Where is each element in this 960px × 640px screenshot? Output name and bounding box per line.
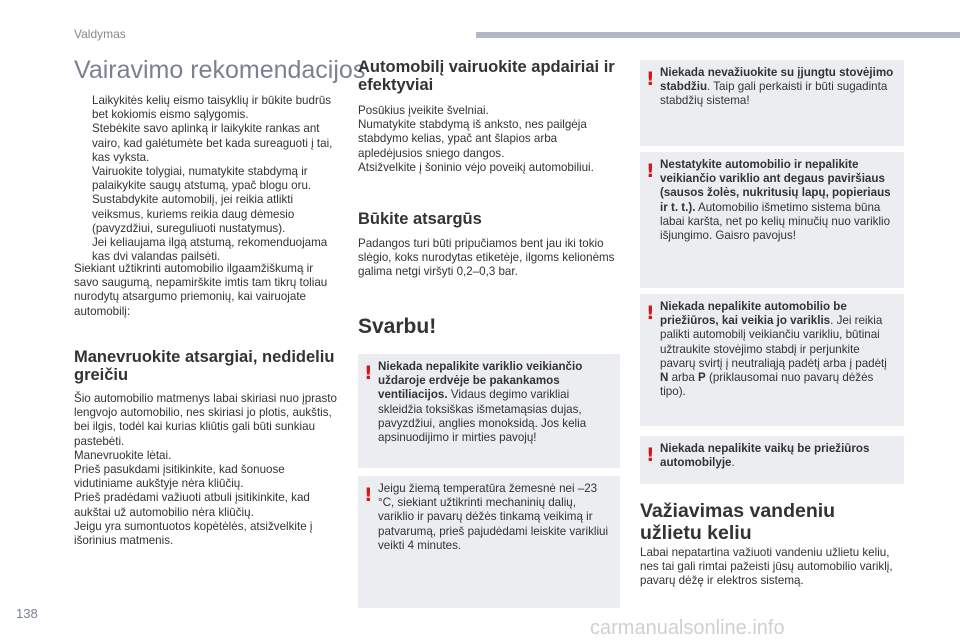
intro-paragraph: Siekiant užtikrinti automobilio ilgaamžiškumą ir savo saugumą, nepamirškite imtis tam tikrų toliau nurodytų atsargumo priemonių, kai vairuojate automobilį: [74,262,328,318]
maneuver-line: Manevruokite lėtai. [74,448,172,462]
header-bar [476,32,960,38]
driving-paragraph [358,104,620,175]
warning-text [378,360,610,445]
warning-rest: Vidaus degimo varikliai skleidžia toksiškas išmetamąsias dujas, pavyzdžiui, anglies monoksidą. Jos kelia apsinuodijimo ir mirties pavojų! [378,388,587,445]
warning-icon: ! [646,68,655,90]
maneuver-line: Prieš pradėdami važiuoti atbuli įsitikinkite, kad aukštai už automobilio nėra kliūčių. [74,491,310,519]
driving-line: Atsižvelkite į šoninio vėjo poveikį automobiliui. [358,160,594,174]
driving-line: Numatykite stabdymą iš anksto, nes pailgėja stabdymo kelias, ypač ant šlapios arba apledėjusios sniego dangos. [358,118,587,160]
warning-rest: . [731,456,735,470]
maneuver-line: Jeigu yra sumontuotos kopėtėlės, atsižvelkite į išorinius matmenis. [74,519,313,548]
list-item-text: Sustabdykite automobilį, jei reikia atlikti veiksmus, kuriems reikia daug dėmesio (pavyzdžiui, sureguliuoti nustatymus). [92,193,295,235]
gear-p: P [698,371,706,385]
gear-n: N [660,371,669,385]
heading-maneuver: Manevruokite atsargiai, nedideliu greičiu [74,348,335,384]
section-label: Valdymas [74,27,126,41]
heading-careful: Būkite atsargūs [358,210,482,228]
warning-box-flammable [640,152,904,288]
warning-rest: (priklausomai nuo pavarų dėžės tipo). [660,371,874,399]
page-title: Vairavimo rekomendacijos [74,56,366,84]
maneuver-line: Šio automobilio matmenys labai skiriasi nuo įprasto lengvojo automobilio, nes skiriasi jo plotis, aukštis, bei ilgis, todėl kai kurias kliūtis gali būti sunkiau pastebėti. [74,392,337,448]
warning-text: Jeigu žiemą temperatūra žemesnė nei –23 °C, siekiant užtikrinti mechaninių dalių, variklio ir pavarų dėžės tinkamą veikimą ir patvarumą, prieš pajudėdami leiskite varikliui veikti 4 minutes. [378,482,609,552]
list-item [74,94,340,122]
warning-box-ventilation [358,354,620,468]
list-item [74,236,340,264]
watermark: carmanualsonline.info [590,617,785,639]
warning-bold: Niekada nepalikite automobilio be priežiūros, kai veikia jo variklis [660,300,847,328]
warning-bold: Nestatykite automobilio ir nepalikite veikiančio variklio ant degaus paviršiaus (sausos žolės, nukritusių lapų, popieriaus ir t. t.). [660,158,891,214]
driving-line: Posūkius įveikite švelniai. [358,104,489,117]
warning-text [660,300,894,399]
list-item-text: Jei keliaujama ilgą atstumą, rekomenduojama kas dvi valandas pailsėti. [92,236,328,264]
list-item-text: Laikykitės kelių eismo taisyklių ir būkite budrūs bet kokiomis eismo sąlygomis. [92,94,332,122]
heading-flooded-road: Važiavimas vandeniu užlietu keliu [640,500,836,544]
heading-important: Svarbu! [358,315,437,338]
warning-bold: Niekada nepalikite variklio veikiančio uždaroje erdvėje be pakankamos ventiliacijos. [378,360,583,402]
warning-text [660,158,894,243]
warning-icon: ! [646,444,655,466]
heading-driving: Automobilį vairuokite apdairiai ir efektyviai [358,58,615,94]
recommendation-list [74,94,340,264]
flooded-road-paragraph: Labai nepatartina važiuoti vandeniu užlietu keliu, nes tai gali rimtai pažeisti jūsų automobilio variklį, pavarų dėžę ir elektros sistemą. [640,546,893,588]
warning-bold: Niekada nevažiuokite su įjungtu stovėjimo stabdžiu [660,66,894,94]
warning-icon: ! [646,160,655,182]
careful-paragraph: Padangos turi būti pripučiamos bent jau iki tokio slėgio, koks nurodytas etiketėje, ilgoms kelionėms galima netgi viršyti 0,2–0,3 bar. [358,237,615,279]
warning-bold: Niekada nepalikite vaikų be priežiūros automobilyje [660,442,870,470]
list-item-text: Vairuokite tolygiai, numatykite stabdymą ir palaikykite saugų atstumą, ypač blogu oru. [92,165,312,193]
list-item-text: Stebėkite savo aplinką ir laikykite rankas ant vairo, kad galėtumėte bet kada sureaguoti į tai, kas vyksta. [92,122,333,164]
warning-icon: ! [364,362,373,384]
list-item [74,193,340,236]
warning-rest: . Taip gali perkaisti ir būti sugadinta stabdžių sistema! [660,80,888,108]
warning-text [660,442,894,470]
warning-box-winter [358,476,620,608]
warning-text [660,66,894,109]
maneuver-paragraph [74,392,340,548]
warning-box-parking-brake [640,60,904,146]
warning-icon: ! [646,302,655,324]
list-item [74,165,340,193]
list-item [74,122,340,165]
warning-rest: Automobilio išmetimo sistema būna labai karšta, net po kelių minučių nuo variklio išjungimo. Gaisro pavojus! [660,200,891,243]
warning-box-children [640,436,904,484]
warning-box-unattended [640,294,904,426]
warning-rest: . Jei reikia palikti automobilį veikiančiu varikliu, būtinai užtraukite stovėjimo stabdį ir perjunkite pavarų svirtį į neutraliąją padėtį arba į padėtį [660,314,887,370]
page-number: 138 [16,606,38,621]
warning-icon: ! [364,484,373,506]
maneuver-line: Prieš pasukdami įsitikinkite, kad šonuose vidutiniame aukštyje nėra kliūčių. [74,463,285,491]
warning-rest: arba [668,371,699,385]
